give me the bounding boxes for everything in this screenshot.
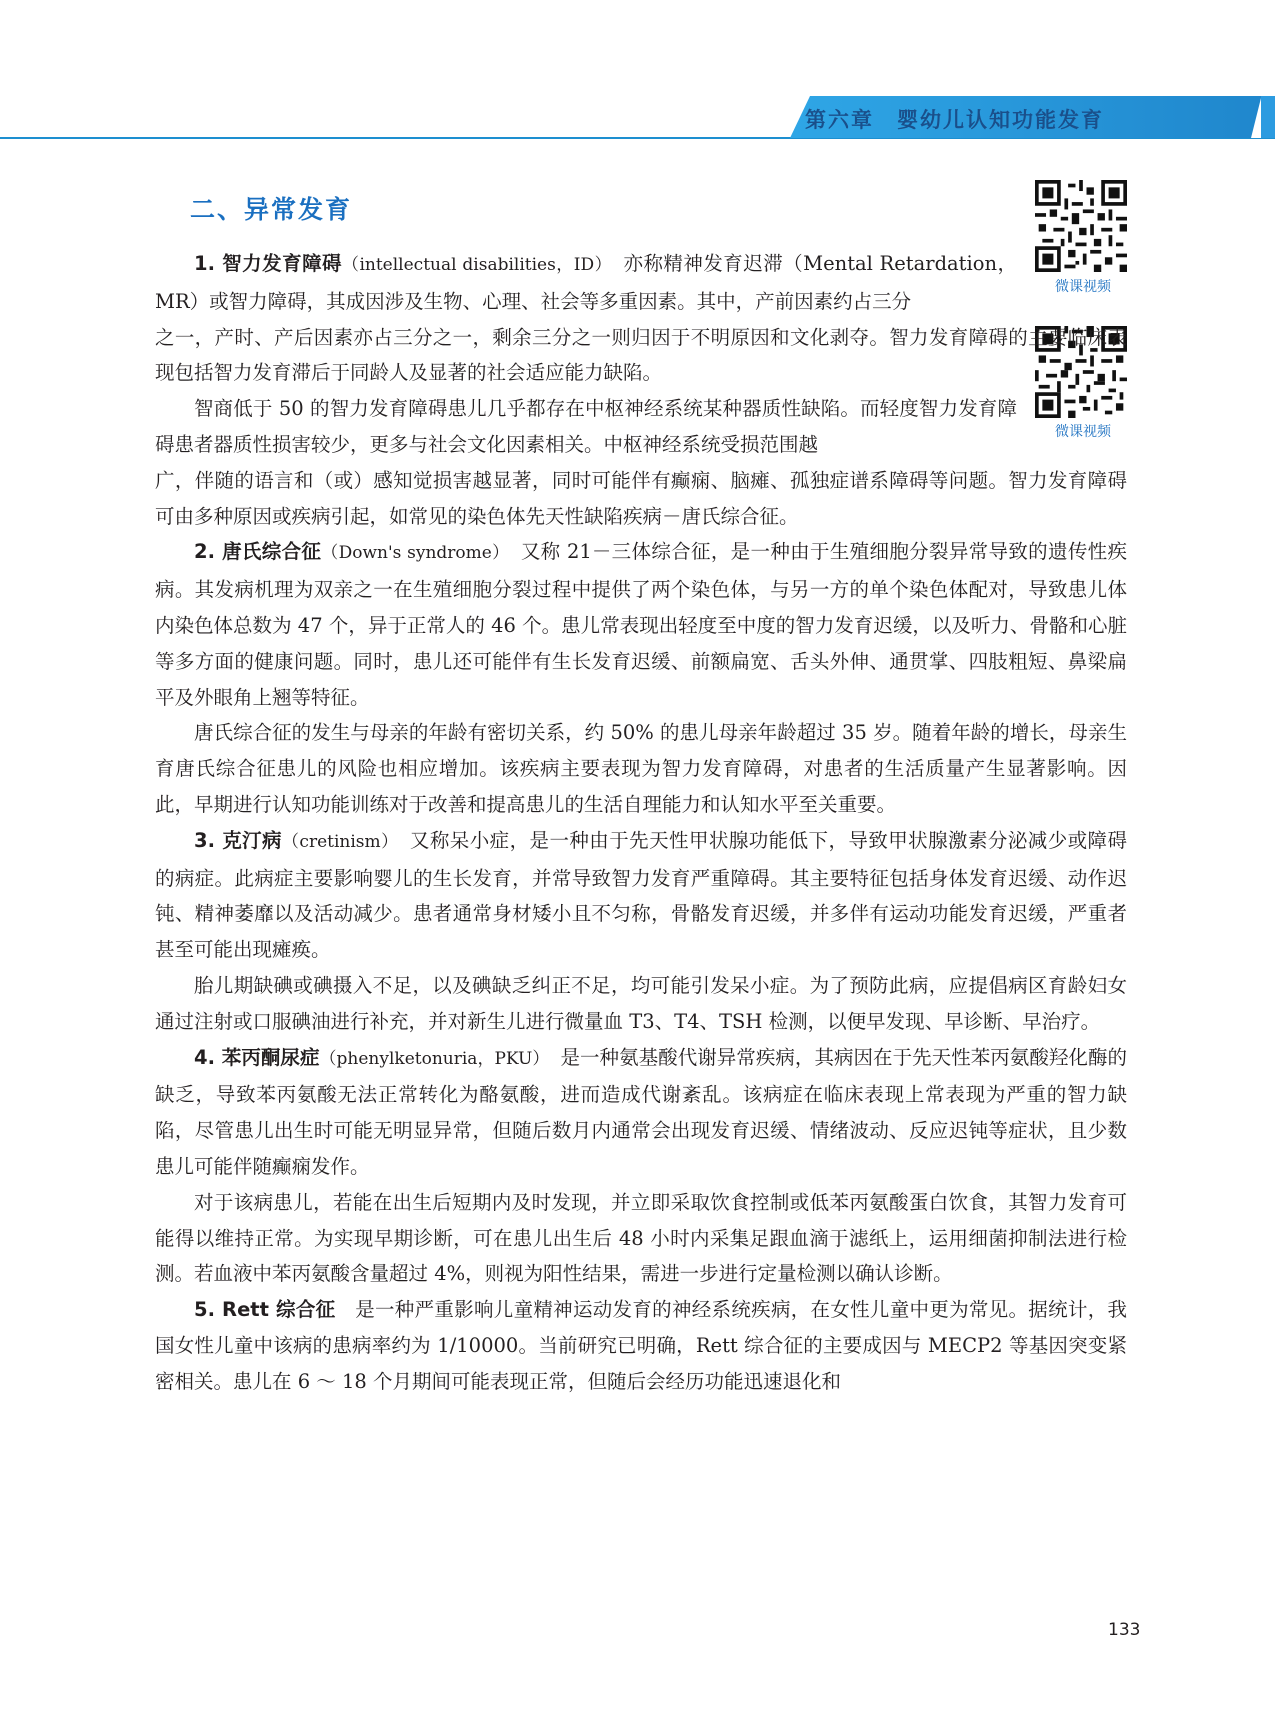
- paragraph-9-text: 是一种严重影响儿童精神运动发育的神经系统疾病，在女性儿童中更为常见。据统计，我国女性儿童中该病的患病率约为 1/10000。当前研究已明确，Rett 综合征的主要成因与 MECP2 等基因突变紧密相关。患儿在 6 ～ 18 个月期间可能表现正常，但随后会经历功能迅速退化和: [155, 1298, 1127, 1393]
- paragraph-2a: 智商低于 50 的智力发育障碍患儿几乎都存在中枢神经系统某种器质性缺陷。而轻度智力发育障碍患者器质性损害较少，更多与社会文化因素相关。中枢神经系统受损范围越: [155, 397, 1017, 456]
- paragraph-7-text: 是一种氨基酸代谢异常疾病，其病因在于先天性苯丙氨酸羟化酶的缺乏，导致苯丙氨酸无法正常转化为酪氨酸，进而造成代谢紊乱。该病症在临床表现上常表现为严重的智力缺陷，尽管患儿出生时可能无明显异常，但随后数月内通常会出现发育迟缓、情绪波动、反应迟钝等症状，且少数患儿可能伴随癫痫发作。: [155, 1045, 1127, 1178]
- paragraph-1a: [155, 246, 1017, 320]
- body-text: [155, 246, 1127, 1400]
- paragraph-5-text: 又称呆小症，是一种由于先天性甲状腺功能低下，导致甲状腺激素分泌减少或障碍的病症。此病症主要影响婴儿的生长发育，并常导致智力发育严重障碍。其主要特征包括身体发育迟缓、动作迟钝、精神萎靡以及活动减少。患者通常身材矮小且不匀称，骨骼发育迟缓，并多伴有运动功能发育迟缓，严重者甚至可能出现瘫痪。: [155, 828, 1127, 962]
- paragraph-3-text: 又称 21－三体综合征，是一种由于生殖细胞分裂异常导致的遗传性疾病。其发病机理为双亲之一在生殖细胞分裂过程中提供了两个染色体，与另一方的单个染色体配对，导致患儿体内染色体总数为 47 个，异于正常人的 46 个。患儿常表现出轻度至中度的智力发育迟缓，以及听力、骨骼和心脏等多方面的健康问题。同时，患儿还可能伴有生长发育迟缓、前额扁宽、舌头外伸、通贯掌、四肢粗短、鼻梁扁平及外眼角上翘等特征。: [155, 540, 1128, 709]
- term-intellectual-disabilities: （intellectual disabilities，ID）: [342, 255, 604, 275]
- heading-rett-syndrome: 5. Rett 综合征: [194, 1298, 336, 1322]
- section-title: 二、异常发育: [190, 195, 353, 224]
- paragraph-5: [155, 823, 1127, 968]
- heading-intellectual-disability: 1. 智力发育障碍: [194, 252, 342, 275]
- heading-pku: 4. 苯丙酮尿症: [194, 1045, 320, 1069]
- term-pku: （phenylketonuria，PKU）: [319, 1048, 541, 1069]
- paragraph-1b: 之一，产时、产后因素亦占三分之一，剩余三分之一则归因于不明原因和文化剥夺。智力发育障碍的主要临床表现包括智力发育滞后于同龄人及显著的社会适应能力缺陷。: [155, 325, 1127, 385]
- paragraph-1a-text: 亦称精神发育迟滞（Mental Retardation，MR）或智力障碍，其成因涉及生物、心理、社会等多重因素。其中，产前因素约占三分: [155, 252, 1018, 313]
- chapter-title: 第六章 婴幼儿认知功能发育: [805, 108, 1104, 132]
- term-cretinism: （cretinism）: [282, 831, 390, 852]
- qr-caption-2: 微课视频: [1055, 424, 1111, 440]
- paragraph-8: 对于该病患儿，若能在出生后短期内及时发现，并立即采取饮食控制或低苯丙氨酸蛋白饮食，其智力发育可能得以维持正常。为实现早期诊断，可在患儿出生后 48 小时内采集足跟血滴于滤纸上，运用细菌抑制法进行检测。若血液中苯丙氨酸含量超过 4%，则视为阳性结果，需进一步进行定量检测以确认诊断。: [155, 1190, 1127, 1286]
- paragraph-7: [155, 1040, 1127, 1185]
- paragraph-3: [155, 534, 1127, 715]
- paragraph-4: 唐氏综合征的发生与母亲的年龄有密切关系，约 50% 的患儿母亲年龄超过 35 岁。随着年龄的增长，母亲生育唐氏综合征患儿的风险也相应增加。该疾病主要表现为智力发育障碍，对患者的生活质量产生显著影响。因此，早期进行认知功能训练对于改善和提高患儿的生活自理能力和认知水平至关重要。: [155, 721, 1127, 816]
- heading-down-syndrome: 2. 唐氏综合征: [194, 540, 322, 564]
- term-down-syndrome: （Down's syndrome）: [321, 543, 501, 564]
- heading-cretinism: 3. 克汀病: [194, 828, 282, 852]
- paragraph-9: [155, 1292, 1127, 1399]
- header-stripe-accent: [1261, 96, 1275, 138]
- page-number: 133: [1108, 1620, 1141, 1640]
- paragraph-2b: 广，伴随的语言和（或）感知觉损害越显著，同时可能伴有癫痫、脑瘫、孤独症谱系障碍等问题。智力发育障碍可由多种原因或疾病引起，如常见的染色体先天性缺陷疾病－唐氏综合征。: [155, 468, 1127, 528]
- paragraph-6: 胎儿期缺碘或碘摄入不足，以及碘缺乏纠正不足，均可能引发呆小症。为了预防此病，应提倡病区育龄妇女通过注射或口服碘油进行补充，并对新生儿进行微量血 T3、T4、TSH 检测，以便早发现、早诊断、早治疗。: [155, 973, 1127, 1033]
- qr-caption-1: 微课视频: [1055, 279, 1111, 295]
